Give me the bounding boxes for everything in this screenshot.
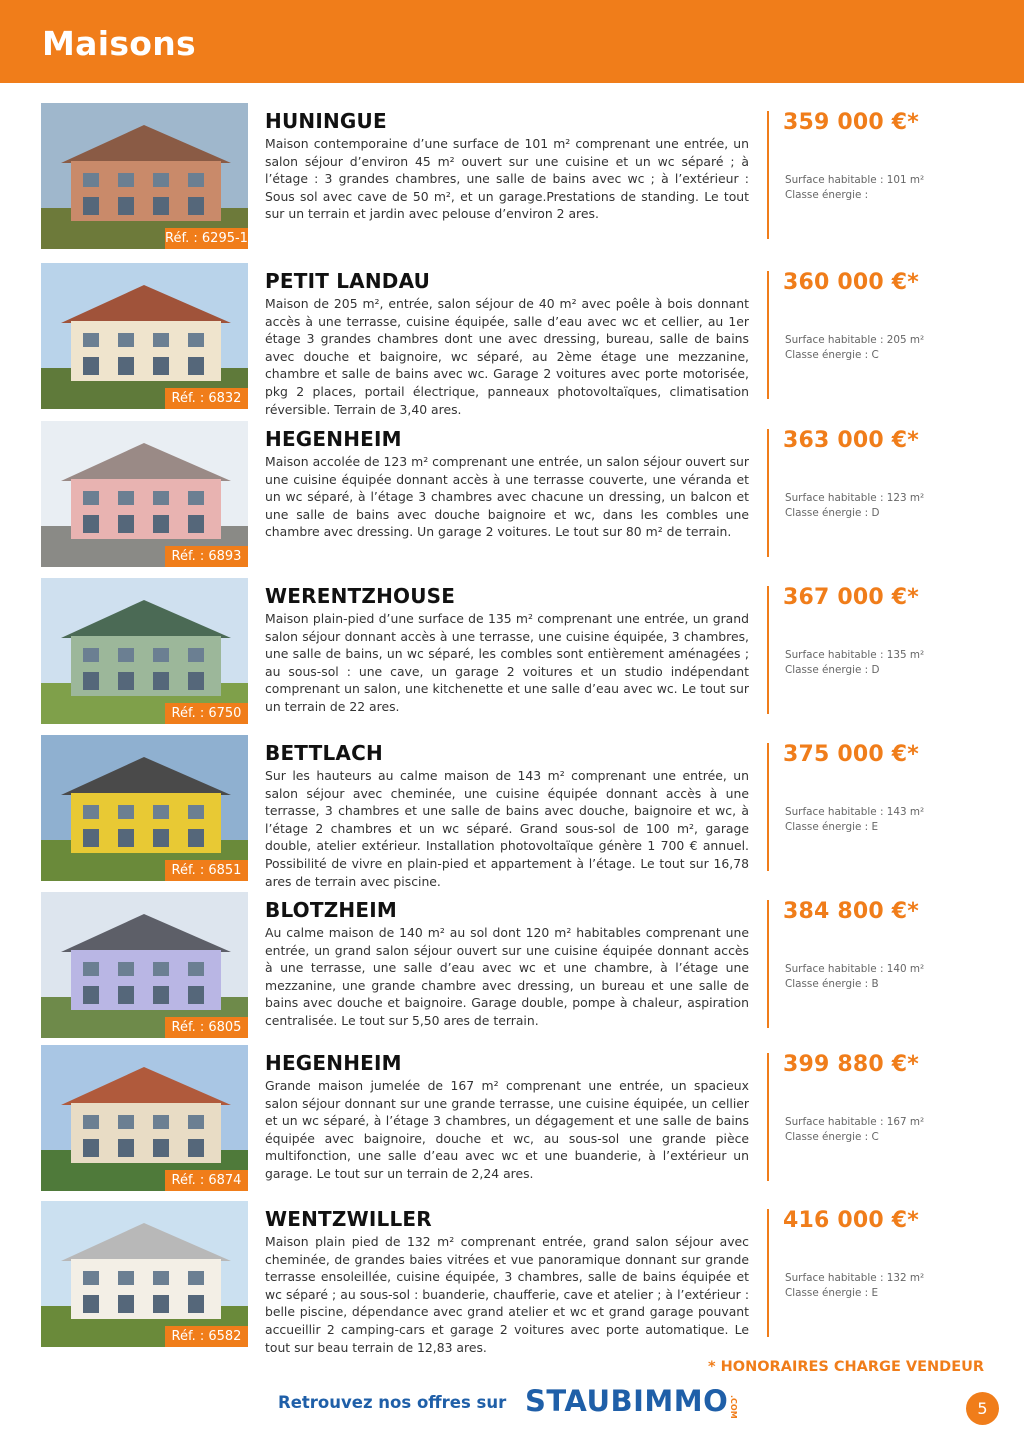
listing-meta bbox=[785, 962, 924, 992]
listing-card[interactable] bbox=[0, 421, 1024, 567]
listing-title[interactable]: WERENTZHOUSE bbox=[265, 584, 456, 608]
listing-description: Maison plain-pied d’une surface de 135 m² comprenant une entrée, un grand salon séjour donnant accès à une terrasse, une cuisine équipée, 3 chambres, une salle de bains, un wc séparé, les combles sont entièrement aménagées ; au sous-sol : une cave, un garage 2 voitures et un studio indépendant comprenant un salon, une kitchenette et une salle d’eau avec wc. Le tout sur un terrain de 22 ares. bbox=[265, 611, 749, 714]
listing-meta bbox=[785, 333, 924, 363]
listing-title[interactable]: BETTLACH bbox=[265, 741, 383, 765]
listing-card[interactable] bbox=[0, 892, 1024, 1038]
house-photo[interactable] bbox=[41, 421, 248, 567]
surface-habitable: Surface habitable : 123 m² bbox=[785, 492, 925, 504]
house-photo[interactable] bbox=[41, 1045, 248, 1191]
surface-habitable: Surface habitable : 140 m² bbox=[785, 963, 925, 975]
reference-badge: Réf. : 6582 bbox=[165, 1326, 248, 1347]
classe-energie: Classe énergie : bbox=[785, 189, 869, 201]
listing-title[interactable]: WENTZWILLER bbox=[265, 1207, 432, 1231]
listing-price: 367 000 €* bbox=[783, 585, 919, 610]
listing-price: 384 800 €* bbox=[783, 899, 919, 924]
divider bbox=[767, 1053, 769, 1181]
house-photo[interactable] bbox=[41, 103, 248, 249]
listing-meta bbox=[785, 648, 924, 678]
listing-meta bbox=[785, 805, 924, 835]
divider bbox=[767, 1209, 769, 1337]
listing-price: 399 880 €* bbox=[783, 1052, 919, 1077]
page-number: 5 bbox=[966, 1392, 999, 1425]
page-title: Maisons bbox=[42, 24, 196, 63]
listing-title[interactable]: BLOTZHEIM bbox=[265, 898, 397, 922]
divider bbox=[767, 586, 769, 714]
listing-meta bbox=[785, 1271, 924, 1301]
classe-energie: Classe énergie : D bbox=[785, 664, 880, 676]
classe-energie: Classe énergie : B bbox=[785, 978, 879, 990]
classe-energie: Classe énergie : C bbox=[785, 1131, 879, 1143]
listing-card[interactable] bbox=[0, 263, 1024, 417]
listing-price: 416 000 €* bbox=[783, 1208, 919, 1233]
listing-price: 360 000 €* bbox=[783, 270, 919, 295]
listing-card[interactable] bbox=[0, 578, 1024, 724]
listing-price: 375 000 €* bbox=[783, 742, 919, 767]
surface-habitable: Surface habitable : 143 m² bbox=[785, 806, 925, 818]
house-photo[interactable] bbox=[41, 578, 248, 724]
reference-badge: Réf. : 6295-1 bbox=[165, 228, 248, 249]
surface-habitable: Surface habitable : 205 m² bbox=[785, 334, 925, 346]
surface-habitable: Surface habitable : 101 m² bbox=[785, 174, 925, 186]
listing-meta bbox=[785, 491, 924, 521]
reference-badge: Réf. : 6893 bbox=[165, 546, 248, 567]
listing-description: Grande maison jumelée de 167 m² comprenant une entrée, un spacieux salon séjour donnant sur une grande terrasse, une cuisine équipée, un cellier et un wc séparé, à l’étage 3 chambres, un dégagement et une salle de bains équipée avec baignoire, douche et wc, au sous-sol une grande pièce multifonction, une salle d’eau avec wc et une buanderie, à l’extérieur un garage. Le tout sur un terrain de 2,24 ares. bbox=[265, 1078, 749, 1181]
divider bbox=[767, 111, 769, 239]
listing-description: Maison de 205 m², entrée, salon séjour de 40 m² avec poêle à bois donnant accès à une terrasse, cuisine équipée, salle d’eau avec wc et cellier, au 1er étage 3 grandes chambres dont une avec dressing, bureau, salle de bains avec douche et baignoire, wc séparé, au 2ème étage une mezzanine, chambre et salle de bains avec wc. Garage 2 voitures avec porte motorisée, pkg 2 places, portail électrique, panneaux photovoltaïques, climatisation réversible. Terrain de 3,40 ares. bbox=[265, 296, 749, 417]
listing-price: 359 000 €* bbox=[783, 110, 919, 135]
listing-meta bbox=[785, 173, 924, 203]
surface-habitable: Surface habitable : 135 m² bbox=[785, 649, 925, 661]
surface-habitable: Surface habitable : 167 m² bbox=[785, 1116, 925, 1128]
house-photo[interactable] bbox=[41, 263, 248, 409]
reference-badge: Réf. : 6832 bbox=[165, 388, 248, 409]
house-photo[interactable] bbox=[41, 1201, 248, 1347]
logo-text: STAUBIMMO bbox=[525, 1384, 729, 1418]
classe-energie: Classe énergie : D bbox=[785, 507, 880, 519]
surface-habitable: Surface habitable : 132 m² bbox=[785, 1272, 925, 1284]
house-photo[interactable] bbox=[41, 892, 248, 1038]
listing-title[interactable]: HEGENHEIM bbox=[265, 1051, 402, 1075]
page-header bbox=[0, 0, 1024, 83]
classe-energie: Classe énergie : E bbox=[785, 1287, 879, 1299]
listing-meta bbox=[785, 1115, 924, 1145]
honoraires-note: * HONORAIRES CHARGE VENDEUR bbox=[708, 1359, 985, 1375]
classe-energie: Classe énergie : C bbox=[785, 349, 879, 361]
listing-description: Maison accolée de 123 m² comprenant une entrée, un salon séjour ouvert sur une cuisine équipée donnant accès à une terrasse couverte, une véranda et un wc séparé, à l’étage 3 chambres avec chacune un dressing, un balcon et une salle de bains avec douche baignoire et wc, dans les combles une chambre avec dressing. Un garage 2 voitures. Le tout sur 80 m² de terrain. bbox=[265, 454, 749, 540]
listing-description: Sur les hauteurs au calme maison de 143 m² comprenant une entrée, un salon séjour avec cheminée, une cuisine équipée donnant accès à une terrasse, 3 chambres et une salle de bains avec douche, baignoire et wc, à l’étage 2 chambres et un wc séparé. Grand sous-sol de 100 m², garage double, atelier extérieur. Installation photovoltaïque génère 1 700 € annuel. Possibilité de vivre en plain-pied et appartement à l’étage. Le tout sur 16,78 ares de terrain avec piscine. bbox=[265, 768, 749, 889]
listing-description: Maison plain pied de 132 m² comprenant entrée, grand salon séjour avec cheminée, de grandes baies vitrées et vue panoramique donnant sur grande terrasse ensoleillée, cuisine équipée, 3 chambres, salle de bains équipée et wc séparé ; au sous-sol : buanderie, chaufferie, cave et atelier ; à l’extérieur : belle piscine, dépendance avec grand atelier et wc et grand garage pouvant accueillir 2 camping-cars et garage 2 voitures avec porte automatique. Le tout sur beau terrain de 12,83 ares. bbox=[265, 1234, 749, 1355]
divider bbox=[767, 900, 769, 1028]
reference-badge: Réf. : 6750 bbox=[165, 703, 248, 724]
staubimmo-logo[interactable] bbox=[525, 1384, 728, 1418]
logo-suffix: .COM bbox=[729, 1395, 738, 1419]
listing-card[interactable] bbox=[0, 1045, 1024, 1191]
divider bbox=[767, 429, 769, 557]
footer-text: Retrouvez nos offres sur bbox=[278, 1393, 507, 1412]
listing-card[interactable] bbox=[0, 735, 1024, 889]
reference-badge: Réf. : 6805 bbox=[165, 1017, 248, 1038]
listing-price: 363 000 €* bbox=[783, 428, 919, 453]
listing-title[interactable]: HUNINGUE bbox=[265, 109, 387, 133]
listing-description: Maison contemporaine d’une surface de 101 m² comprenant une entrée, un salon séjour d’environ 45 m² ouvert sur une cuisine et un wc séparé ; à l’étage : 3 grandes chambres, une salle de bains avec wc ; à l’extérieur : Sous sol avec cave de 50 m², et un garage.Prestations de standing. Le tout sur un terrain et jardin avec pelouse d’environ 2 ares. bbox=[265, 136, 749, 222]
divider bbox=[767, 271, 769, 399]
reference-badge: Réf. : 6851 bbox=[165, 860, 248, 881]
house-photo[interactable] bbox=[41, 735, 248, 881]
listing-description: Au calme maison de 140 m² au sol dont 120 m² habitables comprenant une entrée, un grand salon séjour ouvert sur une cuisine équipée donnant accès à une terrasse, une salle d’eau avec wc et une chambre, à l’étage une mezzanine, une grande chambre avec dressing, un bureau et une salle de bains avec douche et baignoire. Garage double, pompe à chaleur, aspiration centralisée. Le tout sur 5,50 ares de terrain. bbox=[265, 925, 749, 1028]
listing-card[interactable] bbox=[0, 1201, 1024, 1355]
classe-energie: Classe énergie : E bbox=[785, 821, 879, 833]
reference-badge: Réf. : 6874 bbox=[165, 1170, 248, 1191]
listing-title[interactable]: HEGENHEIM bbox=[265, 427, 402, 451]
listing-title[interactable]: PETIT LANDAU bbox=[265, 269, 431, 293]
divider bbox=[767, 743, 769, 871]
listing-card[interactable] bbox=[0, 103, 1024, 249]
